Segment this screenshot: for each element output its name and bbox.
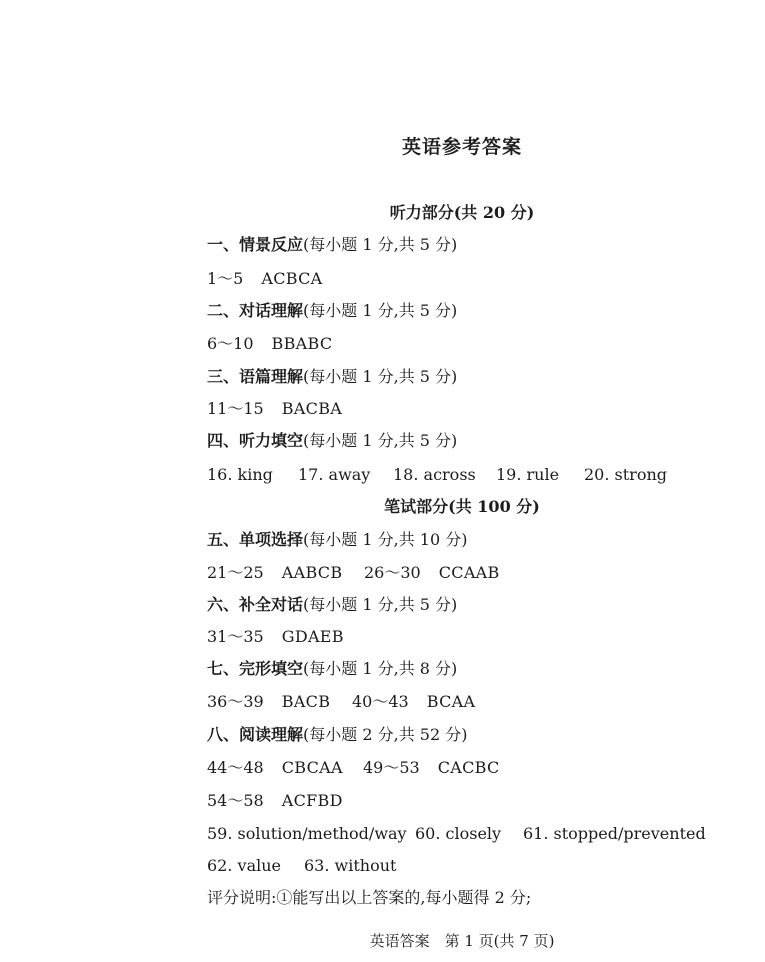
fill-in-answer: 20. strong bbox=[584, 465, 667, 484]
section-heading-text bbox=[207, 431, 457, 451]
question-range: 54～58 bbox=[207, 791, 264, 810]
section-heading-text bbox=[207, 367, 457, 387]
answer-group bbox=[207, 334, 332, 354]
answer-key: CACBC bbox=[437, 758, 500, 777]
fill-in-answer: 18. across bbox=[393, 465, 476, 484]
question-range: 26～30 bbox=[364, 563, 421, 582]
section-note: (每小题 1 分,共 5 分) bbox=[303, 431, 458, 450]
section-heading-text bbox=[207, 659, 457, 679]
section-note: (每小题 1 分,共 5 分) bbox=[303, 367, 458, 386]
answer-group bbox=[207, 758, 343, 778]
question-range: 11～15 bbox=[207, 399, 264, 418]
section-heading bbox=[0, 301, 765, 321]
answer-group bbox=[207, 692, 330, 712]
section-heading bbox=[0, 367, 765, 387]
question-range: 31～35 bbox=[207, 627, 264, 646]
question-range: 6～10 bbox=[207, 334, 254, 353]
fill-in-answer: 61. stopped/prevented bbox=[523, 824, 706, 843]
answer-group bbox=[207, 399, 342, 419]
fill-in-answer: 16. king bbox=[207, 465, 273, 484]
section-heading bbox=[0, 530, 765, 550]
section-heading-text bbox=[207, 235, 457, 255]
answer-key: BACBA bbox=[281, 399, 343, 418]
answer-row bbox=[0, 269, 765, 289]
answer-key: AABCB bbox=[281, 563, 343, 582]
section-heading bbox=[0, 431, 765, 451]
section-heading bbox=[0, 725, 765, 745]
section-note: (每小题 1 分,共 5 分) bbox=[303, 301, 458, 320]
answer-row bbox=[0, 465, 765, 485]
answer-group bbox=[363, 758, 500, 778]
answer-key: BCAA bbox=[426, 692, 476, 711]
section-label: 四、听力填空 bbox=[207, 431, 304, 450]
section-note: (每小题 1 分,共 5 分) bbox=[303, 595, 458, 614]
answer-row bbox=[0, 758, 765, 778]
question-range: 49～53 bbox=[363, 758, 420, 777]
fill-in-answer: 60. closely bbox=[415, 824, 502, 843]
answer-key: ACBCA bbox=[261, 269, 323, 288]
section-note: (每小题 1 分,共 5 分) bbox=[303, 235, 458, 254]
answer-key: CCAAB bbox=[438, 563, 500, 582]
section-heading-text bbox=[207, 595, 457, 615]
section-label: 二、对话理解 bbox=[207, 301, 304, 320]
question-range: 36～39 bbox=[207, 692, 264, 711]
answer-group bbox=[207, 563, 342, 583]
answer-row bbox=[0, 334, 765, 354]
section-note: (每小题 1 分,共 8 分) bbox=[303, 659, 458, 678]
answer-row bbox=[0, 856, 765, 876]
answer-row bbox=[0, 791, 765, 811]
fill-in-answer: 63. without bbox=[304, 856, 397, 875]
answer-group bbox=[207, 627, 344, 647]
fill-in-answer: 19. rule bbox=[496, 465, 560, 484]
section-note: (每小题 1 分,共 10 分) bbox=[303, 530, 468, 549]
answer-row bbox=[0, 692, 765, 712]
question-range: 40～43 bbox=[352, 692, 409, 711]
answer-row bbox=[0, 399, 765, 419]
section-heading bbox=[0, 659, 765, 679]
document-title: 英语参考答案 bbox=[401, 136, 522, 158]
fill-in-answer: 62. value bbox=[207, 856, 281, 875]
answer-group bbox=[207, 791, 343, 811]
answer-row bbox=[0, 824, 765, 844]
answer-group bbox=[207, 269, 323, 289]
section-label: 七、完形填空 bbox=[207, 659, 304, 678]
section-heading bbox=[0, 595, 765, 615]
fill-in-answer: 59. solution/method/way bbox=[207, 824, 407, 843]
answer-row bbox=[0, 563, 765, 583]
written-part-heading: 笔试部分(共 100 分) bbox=[384, 497, 540, 516]
listening-part-heading: 听力部分(共 20 分) bbox=[389, 203, 535, 222]
section-heading-text bbox=[207, 530, 467, 550]
section-label: 三、语篇理解 bbox=[207, 367, 304, 386]
answer-key: BBABC bbox=[271, 334, 333, 353]
answer-group bbox=[364, 563, 500, 583]
question-range: 21～25 bbox=[207, 563, 264, 582]
question-range: 44～48 bbox=[207, 758, 264, 777]
answer-key: GDAEB bbox=[281, 627, 344, 646]
answer-group bbox=[352, 692, 475, 712]
section-label: 一、情景反应 bbox=[207, 235, 304, 254]
section-heading-text bbox=[207, 301, 457, 321]
section-label: 八、阅读理解 bbox=[207, 725, 304, 744]
question-range: 1～5 bbox=[207, 269, 244, 288]
section-note: (每小题 2 分,共 52 分) bbox=[303, 725, 468, 744]
section-label: 六、补全对话 bbox=[207, 595, 304, 614]
fill-in-answer: 17. away bbox=[298, 465, 371, 484]
answer-key: CBCAA bbox=[281, 758, 343, 777]
answer-row bbox=[0, 627, 765, 647]
section-label: 五、单项选择 bbox=[207, 530, 304, 549]
scoring-note: 评分说明:①能写出以上答案的,每小题得 2 分; bbox=[207, 888, 532, 907]
answer-key: BACB bbox=[281, 692, 331, 711]
page-footer: 英语答案 第 1 页(共 7 页) bbox=[369, 932, 555, 950]
section-heading bbox=[0, 235, 765, 255]
section-heading-text bbox=[207, 725, 467, 745]
scoring-note-row bbox=[0, 888, 765, 908]
answer-key: ACFBD bbox=[281, 791, 343, 810]
